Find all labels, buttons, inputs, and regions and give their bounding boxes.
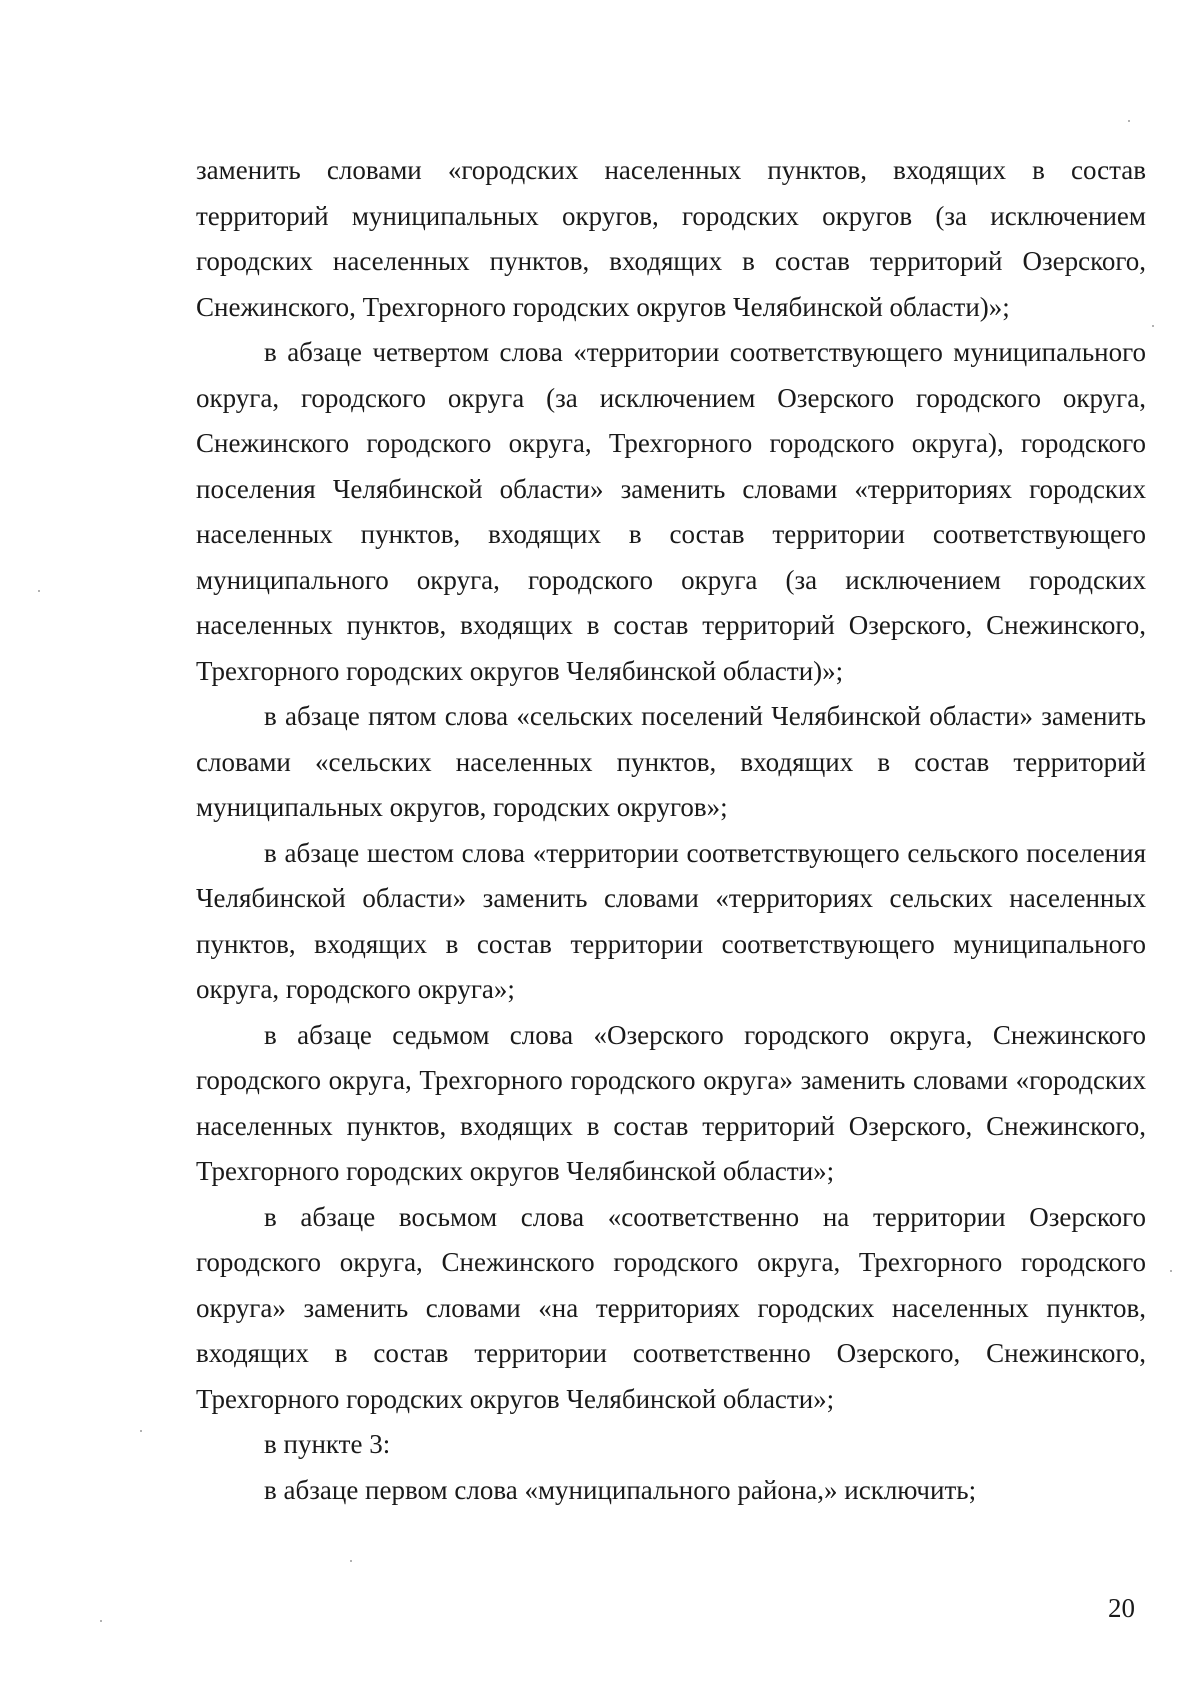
paragraph-punkt-3: в пункте 3: [264,1429,391,1459]
paragraph-abzac-8: в абзаце восьмом слова «соответственно на территории Озерского городского округа, Снежинского городского округа, Трехгорного городского округа» заменить словами «на территориях городских населенных пунктов, входящих в состав территории соответственно Озерского, Снежинского, Трехгорного городских округов Челябинской области»; [196,1201,1146,1414]
scan-speck [38,590,40,592]
scan-speck [1152,325,1154,327]
paragraph-abzac-6: в абзаце шестом слова «территории соответствующего сельского поселения Челябинской области» заменить словами «территориях сельских населенных пунктов, входящих в состав территории соответствующего муниципального округа, городского округа»; [196,837,1146,1004]
paragraph-abzac-5: в абзаце пятом слова «сельских поселений Челябинской области» заменить словами «сельских населенных пунктов, входящих в состав территорий муниципальных округов, городских округов»; [196,701,1146,822]
scan-speck [1128,120,1130,122]
scan-speck [100,1620,102,1622]
paragraph-abzac-7: в абзаце седьмом слова «Озерского городского округа, Снежинского городского округа, Трехгорного городского округа» заменить словами «городских населенных пунктов, входящих в состав территорий Озерского, Снежинского, Трехгорного городских округов Челябинской области»; [196,1019,1146,1186]
paragraph-punkt-3-abzac-1: в абзаце первом слова «муниципального района,» исключить; [264,1474,977,1505]
page-number: 20 [1108,1593,1135,1623]
scan-speck [140,1430,142,1432]
document-body [196,148,1146,1513]
paragraph-abzac-4: в абзаце четвертом слова «территории соответствующего муниципального округа, городского округа (за исключением Озерского городского округа, Снежинского городского округа, Трехгорного городского округа), городского поселения Челябинской области» заменить словами «территориях городских населенных пунктов, входящих в состав территории соответствующего муниципального округа, городского округа (за исключением городских населенных пунктов, входящих в состав территорий Озерского, Снежинского, Трехгорного городских округов Челябинской области)»; [196,337,1146,686]
scan-speck [350,1560,352,1562]
paragraph-continuation: заменить словами «городских населенных пунктов, входящих в состав территорий муниципальных округов, городских округов (за исключением городских населенных пунктов, входящих в состав территорий Озерского, Снежинского, Трехгорного городских округов Челябинской области)»; [196,155,1146,322]
scan-speck [1170,1270,1172,1272]
